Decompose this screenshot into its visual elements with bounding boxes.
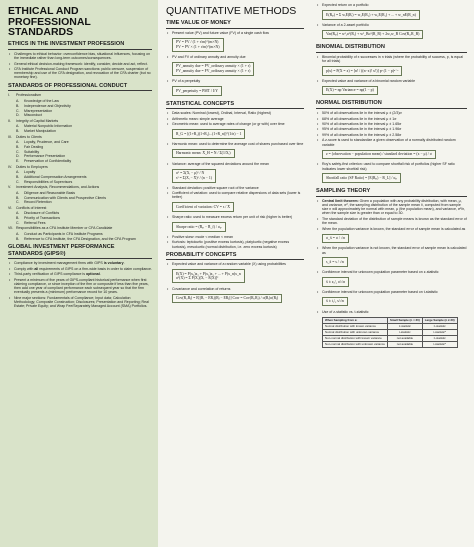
subitem-label: Responsibilities of Supervisors bbox=[24, 179, 73, 184]
bullet-item bbox=[316, 133, 467, 137]
bullet-item bbox=[8, 296, 152, 309]
standard-subitem bbox=[16, 109, 152, 113]
standard-subitem bbox=[16, 140, 152, 144]
standard-label: Professionalism bbox=[16, 93, 42, 98]
bullet-item bbox=[316, 227, 467, 231]
bullet-emphasis: is voluntary bbox=[103, 261, 124, 266]
tvm-list bbox=[166, 31, 304, 98]
bullet-item bbox=[316, 117, 467, 121]
bullet-text: Binomial probability of x successes in n trials (where the probability of success, p, is equal for all trials) bbox=[322, 55, 463, 64]
standard-number: V. bbox=[8, 185, 12, 190]
bullet-text: 95% of all observations lie in the interval μ ± 1.96σ bbox=[322, 127, 402, 132]
table-row bbox=[323, 342, 458, 348]
table-cell: not available bbox=[387, 336, 422, 342]
bullet-text: 68% of all observations lie in the interval μ ± 1σ bbox=[322, 116, 397, 121]
table-cell: Non-normal distribution with known variance bbox=[323, 336, 388, 342]
bullet-emphasis: all bbox=[34, 266, 39, 271]
standard-subitem bbox=[16, 180, 152, 184]
stat-heading: STATISTICAL CONCEPTS bbox=[166, 101, 304, 110]
table-body bbox=[323, 323, 458, 347]
bullet-text: PV of a perpetuity bbox=[172, 79, 201, 84]
bullet-emphasis: Central limit theorem: bbox=[322, 198, 359, 203]
formula-line: p(x) = P(X = x) = [n! / ((n−x)! x!)] pˣ (1 − p)ⁿ⁻ˣ bbox=[326, 68, 399, 73]
bullet-text: Positive skew: mode < median < mean bbox=[172, 234, 233, 239]
subitem-label: Priority of Transactions bbox=[24, 216, 61, 221]
bullet-item: • CFA Institute Professional Conduct Program sanctions: public censure, suspension of membership and use of the CFA designation, and revocation of the CFA charter (but no monetary fine). bbox=[8, 67, 152, 80]
binomial-list bbox=[316, 55, 467, 97]
formula-line: s_x̄ = s / √n bbox=[326, 259, 344, 264]
table-cell: z-statistic bbox=[422, 323, 457, 329]
formula-line: s² = Σ(Xᵢ − X̄)² / (n − 1) bbox=[176, 175, 212, 180]
bullet-text: Present a minimum of five years of GIPS-compliant historical performance when first claiming compliance, or since inception of the firm or composite if less than five years, then add one year of compliant performance each subsequent year so that the firm eventually presents a (minimum) performance record for 10 years. bbox=[14, 277, 149, 295]
formula-line: σ²(X) = Σ P(Xᵢ)[Xᵢ − E(X)]² bbox=[176, 276, 219, 281]
bullet-item bbox=[8, 267, 152, 271]
bullet-text: Harmonic mean: used to determine the average cost of shares purchased over time bbox=[172, 141, 304, 146]
formula-line: σ² = Σ(Xᵢ − μ)² / N bbox=[176, 171, 205, 175]
bullet-item bbox=[316, 162, 467, 171]
subitem-label: Knowledge of the Law bbox=[24, 98, 59, 103]
subitem-label: Preservation of Confidentiality bbox=[24, 159, 72, 164]
subitem-label: Diligence and Reasonable Basis bbox=[24, 190, 76, 195]
subitem-letter: B. bbox=[16, 236, 20, 241]
bullet-text: Sharpe ratio: used to measure excess return per unit of risk (higher is better) bbox=[172, 215, 293, 220]
standard-number: I. bbox=[8, 93, 10, 98]
bullet-item bbox=[316, 217, 467, 226]
subitem-letter: C. bbox=[16, 149, 20, 154]
sampling-heading: SAMPLING THEORY bbox=[316, 188, 467, 197]
bullet-item bbox=[166, 262, 304, 266]
bullet-text: Variance: average of the squared deviations around the mean bbox=[172, 161, 269, 166]
bullet-item bbox=[8, 278, 152, 295]
standard-subitem bbox=[16, 237, 152, 241]
bullet-item bbox=[166, 240, 304, 249]
subitem-label: Misrepresentation bbox=[24, 108, 53, 113]
standard-subitem bbox=[16, 113, 152, 117]
bullet-item bbox=[316, 23, 467, 27]
bullet-item bbox=[8, 261, 152, 265]
standard-subitem bbox=[16, 154, 152, 158]
standard-subitem bbox=[16, 159, 152, 163]
bullet-item bbox=[316, 122, 467, 126]
standard-subitem bbox=[16, 175, 152, 179]
bullet-text: A z-score is used to standardize a given observation of a normally distributed random variable bbox=[322, 138, 456, 147]
table-cell: t-statistic* bbox=[422, 342, 457, 348]
tvm-heading: TIME VALUE OF MONEY bbox=[166, 20, 304, 29]
bullet-item bbox=[166, 31, 304, 35]
formula-box bbox=[172, 149, 235, 159]
standard-item bbox=[8, 185, 152, 189]
formula-line: R_G = [(1+R₁)(1+R₂)...(1+R_n)]^(1/n) − 1 bbox=[176, 131, 242, 136]
formula-box bbox=[172, 222, 226, 232]
bullet-item bbox=[316, 111, 467, 115]
table-header-cell: Large Sample (n ≥ 30) bbox=[422, 317, 457, 323]
sampling-list bbox=[316, 199, 467, 314]
standard-number: III. bbox=[8, 134, 12, 139]
subitem-letter: C. bbox=[16, 179, 20, 184]
formula-line: Var(Rₚ) = w²ₐσ²(Rₐ) + w²_Bσ²(R_B) + 2wₐw_B Cov(Rₐ,R_B) bbox=[326, 32, 420, 37]
formula-line: Harmonic mean: X̄_H = N / Σ(1/Xᵢ) bbox=[176, 151, 231, 156]
subitem-letter: B. bbox=[16, 175, 20, 180]
subitem-label: Additional Compensation Arrangements bbox=[24, 175, 87, 180]
bullet-item bbox=[316, 246, 467, 255]
formula-box bbox=[172, 62, 254, 76]
standard-subitem bbox=[16, 104, 152, 108]
standards-list bbox=[8, 93, 152, 241]
bullet-text: Variance of a 2-asset portfolio bbox=[322, 22, 369, 27]
standard-item bbox=[8, 165, 152, 169]
subitem-label: Suitability bbox=[24, 149, 40, 154]
standard-label: Integrity of Capital Markets bbox=[16, 118, 59, 123]
standard-subitem bbox=[16, 99, 152, 103]
bullet-item bbox=[166, 55, 304, 59]
standard-item bbox=[8, 119, 152, 123]
bullet-text: Use of z-statistic vs. t-statistic bbox=[322, 309, 369, 314]
bullet-item bbox=[166, 142, 304, 146]
bullet-text: PV and FV of ordinary annuity and annuity due bbox=[172, 54, 246, 59]
subitem-letter: E. bbox=[16, 159, 20, 164]
gips-heading bbox=[8, 244, 152, 259]
subitem-label: Disclosure of Conflicts bbox=[24, 211, 60, 216]
standard-subitem bbox=[16, 124, 152, 128]
bullet-text: . bbox=[99, 272, 101, 277]
standard-item bbox=[8, 135, 152, 139]
subitem-label: Record Retention bbox=[24, 200, 52, 205]
standard-label: Duties to Clients bbox=[16, 134, 42, 139]
subitem-label: Misconduct bbox=[24, 113, 42, 118]
bullet-item bbox=[166, 287, 304, 291]
subitem-label: Fair Dealing bbox=[24, 144, 44, 149]
bullet-text: Comply with bbox=[14, 266, 35, 271]
formula-box bbox=[172, 129, 245, 139]
formula-box bbox=[322, 66, 402, 76]
bullet-item bbox=[316, 138, 467, 147]
subitem-letter: A. bbox=[16, 190, 20, 195]
table-cell: z-statistic bbox=[422, 336, 457, 342]
formula-line: PV_perpetuity = PMT / I/Y bbox=[176, 88, 218, 93]
bullet-text: Geometric mean: used to average rates of change (or gr with) over time bbox=[172, 122, 285, 127]
formula-line: x̄ ± zₐ/₂ σ/√n bbox=[326, 279, 346, 284]
bullet-text: Expected return on a portfolio bbox=[322, 3, 369, 8]
subitem-label: Referral Fees bbox=[24, 221, 46, 226]
quant-continued-column bbox=[312, 0, 470, 547]
bullet-item bbox=[316, 310, 467, 314]
bullet-item bbox=[316, 199, 467, 216]
standard-label: Responsibilities as a CFA Institute Member or CFA Candidate bbox=[16, 226, 113, 231]
standard-subitem bbox=[16, 196, 152, 200]
table-header-cell: Small Sample (n < 30) bbox=[387, 317, 422, 323]
bullet-item: • General ethical decision-making framework: identify, consider, decide and act, reflect. bbox=[8, 62, 152, 66]
bullet-item bbox=[316, 290, 467, 294]
standard-label: Investment Analysis, Recommendations, and Actions bbox=[16, 185, 100, 190]
formula-line: E(Rₚ) = Σ wᵢE(Rᵢ) = w₁E(R₁) + w₂E(R₂) + ... + w_nE(R_n) bbox=[326, 12, 416, 17]
subitem-letter: A. bbox=[16, 139, 20, 144]
formula-box bbox=[322, 10, 420, 20]
subitem-letter: C. bbox=[16, 108, 20, 113]
formula-box bbox=[322, 173, 401, 183]
subitem-label: Loyalty, Prudence, and Care bbox=[24, 139, 69, 144]
bullet-emphasis: optional bbox=[85, 272, 100, 277]
subitem-label: Conduct as Participants in CFA Institute Programs bbox=[24, 231, 103, 236]
bullet-text: Roy's safety-first criterion: used to compare shortfall risk of portfolios (higher SF ratio indicates lower shortfall risk) bbox=[322, 162, 455, 171]
subitem-label: Market Manipulation bbox=[24, 129, 56, 134]
formula-line: Coefficient of variation: CV = s / X̄ bbox=[176, 204, 230, 209]
bullet-text: . bbox=[123, 261, 125, 266]
bullet-item bbox=[166, 162, 304, 166]
standard-item bbox=[8, 206, 152, 210]
subitem-label: Communication with Clients and Prospective Clients bbox=[24, 195, 107, 200]
formula-line: PV = FV / (1 + r/m)^(m×N) bbox=[176, 40, 219, 45]
bullet-text: Present value (PV) and future value (FV) of a single cash flow bbox=[172, 30, 269, 35]
subitem-letter: A. bbox=[16, 98, 20, 103]
bullet-text: When the population variance is not known, the standard error of sample mean is calculated as bbox=[322, 246, 467, 255]
ethics-bullet-list bbox=[8, 52, 152, 80]
prob-heading: PROBABILITY CONCEPTS bbox=[166, 252, 304, 261]
formula-line: E(X) = P(x₁)x₁ + P(x₂)x₂ + ... + P(x_n)x_n bbox=[176, 271, 241, 276]
standard-number: IV. bbox=[8, 164, 13, 169]
standard-item bbox=[8, 226, 152, 230]
formula-box bbox=[322, 297, 348, 307]
subitem-letter: C. bbox=[16, 221, 20, 226]
gips-heading-line2: STANDARDS (GIPS®) bbox=[8, 250, 66, 257]
bullet-item bbox=[166, 215, 304, 219]
formula-box bbox=[172, 169, 216, 183]
bullet-text: Compliance by investment management firms with GIPS bbox=[14, 261, 104, 266]
subitem-letter: B. bbox=[16, 195, 20, 200]
formula-box bbox=[322, 150, 436, 160]
standards-heading: STANDARDS OF PROFESSIONAL CONDUCT bbox=[8, 83, 152, 92]
standard-subitem bbox=[16, 232, 152, 236]
binom-heading: BINOMIAL DISTRIBUTION bbox=[316, 44, 467, 53]
bullet-item: • Challenges to ethical behavior: overconfidence bias, situational influences, focusing on the immediate rather than long-term outcomes/consequences. bbox=[8, 52, 152, 61]
normal-heading: NORMAL DISTRIBUTION bbox=[316, 100, 467, 109]
bullet-item bbox=[316, 127, 467, 131]
table-cell: Normal distribution with unknown variance bbox=[323, 329, 388, 335]
ethics-column bbox=[0, 0, 158, 547]
standard-subitem bbox=[16, 145, 152, 149]
ethics-title-line1: ETHICAL AND bbox=[8, 5, 79, 17]
subitem-label: Material Nonpublic Information bbox=[24, 124, 73, 129]
formula-line: FV = PV × (1 + r/m)^(m×N) bbox=[176, 44, 220, 49]
bullet-text: Third-party verification of GIPS compliance is bbox=[14, 272, 86, 277]
bullet-item bbox=[316, 270, 467, 274]
bullet-item bbox=[166, 111, 304, 115]
formula-box bbox=[322, 86, 378, 96]
bullet-text: Given a population with any probability distribution, with mean, μ, and variance, σ², the sampling distribution of the sample mean x̄, computed from sample size n will approximately be normal with mean, μ (the population mean), and variance, σ²/n, when the sample size is greater than or equal to 30. bbox=[322, 198, 466, 216]
subitem-letter: B. bbox=[16, 216, 20, 221]
bullet-text: Arithmetic mean: simple average bbox=[172, 116, 224, 121]
bullet-text: Nine major sections: Fundamentals of Compliance; Input data; Calculation Methodology; Composite Construction; Disclosures; Presentation and Reporting; Real Estate; Private Equity; and Wrap Fee/Separately Managed Account (SMA) Portfolios. bbox=[14, 295, 149, 309]
bullet-text: 50% of all observations lie in the interval μ ± (2/3)σ bbox=[322, 111, 402, 116]
bullet-text: 90% of all observations lie in the interval μ ± 1.65σ bbox=[322, 122, 402, 127]
bullet-text: Covariance and correlation of returns bbox=[172, 286, 231, 291]
table-cell: not available bbox=[387, 342, 422, 348]
formula-box bbox=[172, 202, 234, 212]
bullet-text: The standard deviation of the distribution of sample means is known as the standard error of the mean. bbox=[322, 216, 467, 226]
standard-subitem bbox=[16, 221, 152, 225]
z-vs-t-table bbox=[322, 317, 458, 348]
subitem-letter: B. bbox=[16, 144, 20, 149]
subitem-label: Reference to CFA Institute, the CFA Designation, and the CFA Program bbox=[24, 236, 136, 241]
bullet-text: requirements of GIPS on a firm-wide basis in order to claim compliance. bbox=[38, 266, 153, 271]
bullet-text: Confidence interval for unknown population parameter based on z-statistic bbox=[322, 270, 439, 275]
bullet-item bbox=[166, 191, 304, 200]
bullet-text: Data scales: Nominal (lowest), Ordinal, Interval, Ratio (highest) bbox=[172, 111, 271, 116]
formula-line: E(X) = np Variance = np(1 − p) bbox=[326, 88, 374, 93]
formula-line: Shortfall ratio (SF Ratio) = [E(Rₚ) − R_L] / σₚ bbox=[326, 175, 398, 180]
formula-box bbox=[322, 234, 349, 244]
standard-subitem bbox=[16, 170, 152, 174]
formula-box bbox=[172, 86, 222, 96]
bullet-text: Expected value and variance of a binomial random variable bbox=[322, 78, 416, 83]
bullet-text: Confidence interval for unknown population parameter based on t-statistic bbox=[322, 289, 438, 294]
bullet-text: When the population variance is known, the standard error of sample mean is calculated as bbox=[322, 226, 466, 231]
ethics-title bbox=[8, 6, 152, 38]
subitem-label: Independence and Objectivity bbox=[24, 103, 71, 108]
subitem-letter: A. bbox=[16, 170, 20, 175]
bullet-item bbox=[166, 186, 304, 190]
bullet-text: Kurtosis: leptokurtic (positive excess kurtosis), platykurtic (negative excess kurtosis), mesokurtic (normal distribution, i.e. zero excess kurtosis) bbox=[172, 240, 290, 249]
subitem-letter: A. bbox=[16, 231, 20, 236]
formula-line: σ_x̄ = σ / √n bbox=[326, 236, 345, 241]
subitem-letter: D. bbox=[16, 113, 20, 118]
subitem-label: Performance Presentation bbox=[24, 154, 66, 159]
bullet-item bbox=[166, 79, 304, 83]
standard-label: Conflicts of Interest bbox=[16, 205, 47, 210]
formula-box bbox=[172, 38, 224, 52]
bullet-item bbox=[8, 272, 152, 276]
ethics-title-line2: PROFESSIONAL STANDARDS bbox=[8, 15, 91, 39]
standard-subitem bbox=[16, 150, 152, 154]
ethics-heading: ETHICS IN THE INVESTMENT PROFESSION bbox=[8, 41, 152, 50]
standard-subitem bbox=[16, 211, 152, 215]
subitem-letter: C. bbox=[16, 200, 20, 205]
gips-heading-line1: GLOBAL INVESTMENT PERFORMANCE bbox=[8, 243, 115, 250]
bullet-text: Standard deviation: positive square root of the variance bbox=[172, 185, 259, 190]
bullet-text: Coefficient of variation: used to compare relative dispersions of data sets (lower is better) bbox=[172, 191, 301, 200]
prob-list bbox=[166, 262, 304, 305]
formula-line: FV_annuity due = FV_ordinary annuity × (1 + r) bbox=[176, 68, 251, 73]
bullet-item bbox=[166, 117, 304, 121]
formula-line: x̄ ± tₐ/₂ s/√n bbox=[326, 299, 344, 304]
subitem-letter: B. bbox=[16, 129, 20, 134]
bullet-item bbox=[166, 122, 304, 126]
formula-line: Sharpe ratio = (R̄ₚ − R̄_f) / σₚ bbox=[176, 224, 222, 229]
bullet-text: 99% of all observations lie in the interval μ ± 2.58σ bbox=[322, 132, 402, 137]
bullet-item bbox=[166, 235, 304, 239]
standard-subitem bbox=[16, 216, 152, 220]
subitem-letter: B. bbox=[16, 103, 20, 108]
subitem-letter: D. bbox=[16, 154, 20, 159]
table-cell: t-statistic* bbox=[422, 329, 457, 335]
quant-title: QUANTITATIVE METHODS bbox=[166, 5, 297, 17]
formula-box bbox=[322, 277, 349, 287]
portfolio-list bbox=[316, 3, 467, 41]
formula-box bbox=[172, 269, 245, 283]
subitem-letter: A. bbox=[16, 211, 20, 216]
quant-column bbox=[162, 0, 308, 547]
standard-number: II. bbox=[8, 118, 11, 123]
table-cell: z-statistic bbox=[387, 323, 422, 329]
standard-item bbox=[8, 93, 152, 97]
bullet-text: Expected value and variance of a random variable (X) using probabilities bbox=[172, 262, 286, 267]
table-header-cell: When Sampling from a: bbox=[323, 317, 388, 323]
gips-bullet-list bbox=[8, 261, 152, 308]
formula-line: z = (observation − population mean) / standard deviation = (x − μ) / σ bbox=[326, 152, 432, 157]
normal-list bbox=[316, 111, 467, 185]
table-cell: Non-normal distribution with unknown variance bbox=[323, 342, 388, 348]
standard-subitem bbox=[16, 129, 152, 133]
formula-box bbox=[322, 30, 423, 40]
table-cell: t-statistic bbox=[387, 329, 422, 335]
standard-subitem bbox=[16, 200, 152, 204]
formula-line: Cov(Rᵢ,Rⱼ) = E[(Rᵢ − ERᵢ)(Rⱼ − ERⱼ)] Corr = Cov(Rᵢ,Rⱼ) / σ(Rᵢ)σ(Rⱼ) bbox=[176, 296, 279, 301]
bullet-item bbox=[316, 3, 467, 7]
subitem-letter: A. bbox=[16, 124, 20, 129]
standard-number: VI. bbox=[8, 205, 13, 210]
stat-list bbox=[166, 111, 304, 248]
standard-subitem bbox=[16, 191, 152, 195]
formula-line: PV_annuity due = PV_ordinary annuity × (1 + r) bbox=[176, 64, 251, 69]
bullet-item bbox=[316, 55, 467, 64]
subitem-label: Loyalty bbox=[24, 170, 36, 175]
standard-label: Duties to Employers bbox=[16, 164, 48, 169]
bullet-item bbox=[316, 79, 467, 83]
table-cell: Normal distribution with known variance bbox=[323, 323, 388, 329]
standard-number: VII. bbox=[8, 226, 14, 231]
formula-box bbox=[172, 294, 282, 304]
formula-box bbox=[322, 257, 348, 267]
